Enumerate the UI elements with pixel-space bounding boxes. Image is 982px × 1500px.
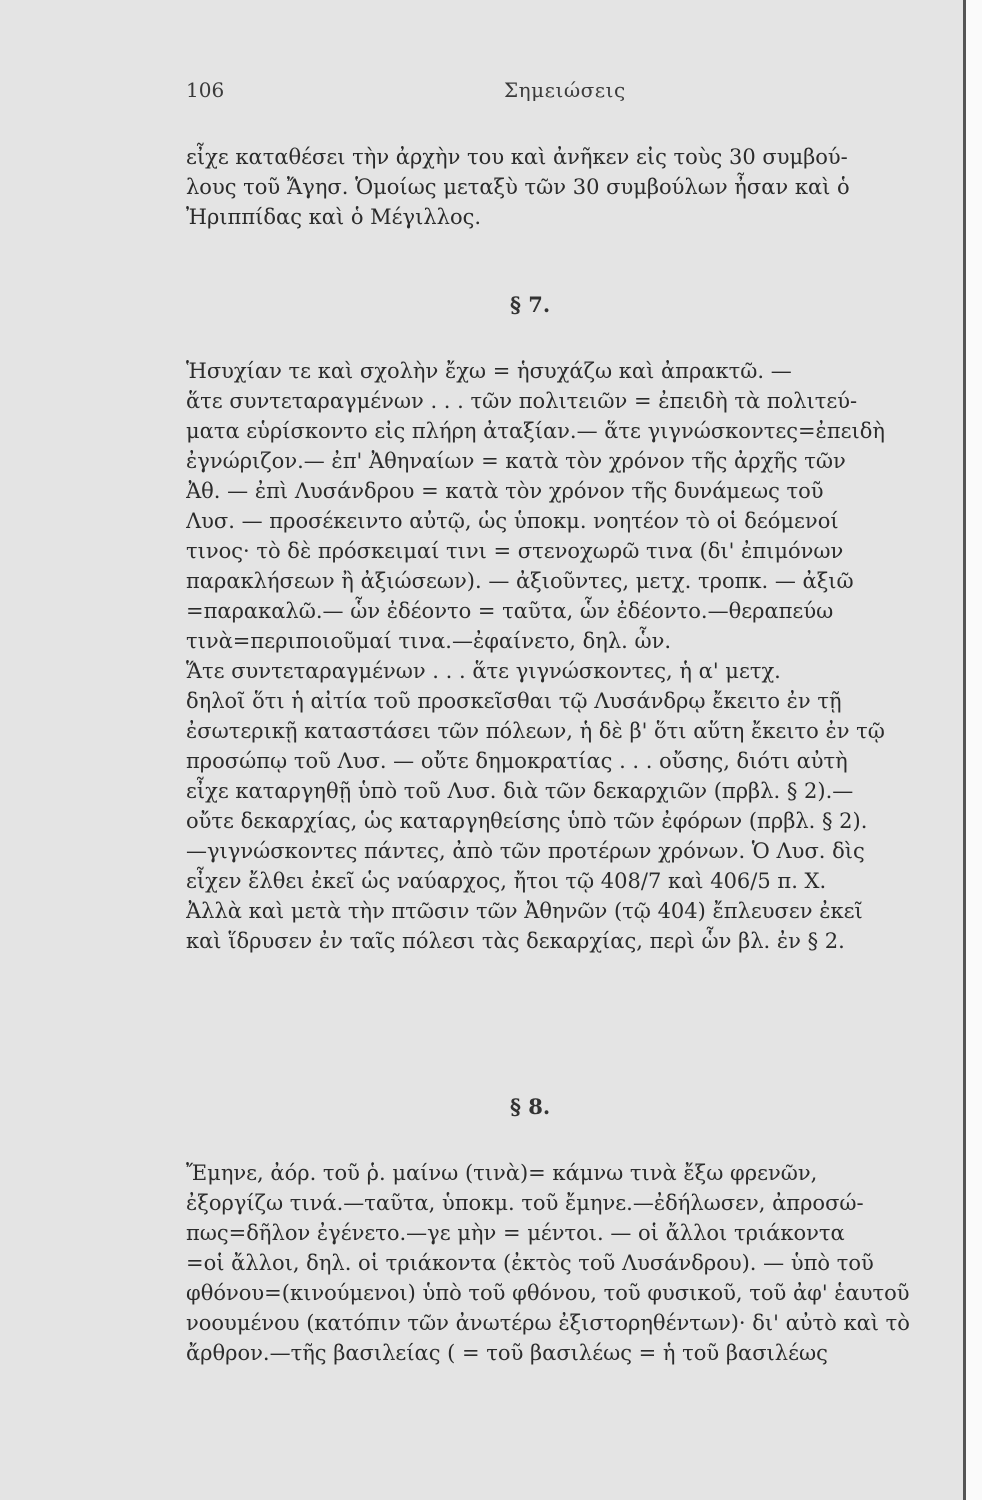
text-line: —γιγνώσκοντες πάντες, ἀπὸ τῶν προτέρων χρόνων. Ὁ Λυσ. δὶς xyxy=(186,839,865,863)
text-line: δηλοῖ ὅτι ἡ αἰτία τοῦ προσκεῖσθαι τῷ Λυσάνδρῳ ἔκειτο ἐν τῇ xyxy=(186,689,842,713)
section-8-heading: § 8. xyxy=(510,1094,551,1119)
running-header xyxy=(186,78,926,108)
text-line: ἄρθρον.—τῆς βασιλείας ( = τοῦ βασιλέως = ἡ τοῦ βασιλέως xyxy=(186,1341,828,1365)
text-line: ἐγνώριζον.— ἐπ' Ἀθηναίων = κατὰ τὸν χρόνον τῆς ἀρχῆς τῶν xyxy=(186,449,846,473)
text-line: εἶχε καταθέσει τὴν ἀρχὴν του καὶ ἀνῆκεν εἰς τοὺς 30 συμβού- xyxy=(186,145,848,169)
text-line: οὔτε δεκαρχίας, ὡς καταργηθείσης ὑπὸ τῶν ἐφόρων (πρβλ. § 2). xyxy=(186,809,868,833)
text-line: προσώπῳ τοῦ Λυσ. — οὔτε δημοκρατίας . . . οὔσης, διότι αὐτὴ xyxy=(186,749,848,773)
text-line: εἶχε καταργηθῇ ὑπὸ τοῦ Λυσ. διὰ τῶν δεκαρχιῶν (πρβλ. § 2).— xyxy=(186,779,854,803)
text-line: Ἡσυχίαν τε καὶ σχολὴν ἔχω = ἡσυχάζω καὶ ἀπρακτῶ. — xyxy=(186,359,792,383)
text-line: Ἅτε συντεταραγμένων . . . ἅτε γιγνώσκοντες, ἡ α' μετχ. xyxy=(186,659,781,683)
text-line: τινὰ=περιποιοῦμαί τινα.—ἐφαίνετο, δηλ. ὧν. xyxy=(186,629,672,653)
text-line: φθόνου=(κινούμενοι) ὑπὸ τοῦ φθόνου, τοῦ φυσικοῦ, τοῦ ἀφ' ἑαυτοῦ xyxy=(186,1281,910,1305)
text-line: νοουμένου (κατόπιν τῶν ἀνωτέρω ἐξιστορηθέντων)· δι' αὐτὸ καὶ τὸ xyxy=(186,1311,910,1335)
text-line: ἅτε συντεταραγμένων . . . τῶν πολιτειῶν = ἐπειδὴ τὰ πολιτεύ- xyxy=(186,389,858,413)
text-line: ἐσωτερικῇ καταστάσει τῶν πόλεων, ἡ δὲ β' ὅτι αὕτη ἔκειτο ἐν τῷ xyxy=(186,719,885,743)
intro-paragraph xyxy=(186,142,928,232)
page-edge-shadow xyxy=(963,0,982,1500)
text-line: Ἔμηνε, ἀόρ. τοῦ ῥ. μαίνω (τινὰ)= κάμνω τινὰ ἔξω φρενῶν, xyxy=(186,1161,818,1185)
page-number: 106 xyxy=(186,78,225,102)
text-line: καὶ ἵδρυσεν ἐν ταῖς πόλεσι τὰς δεκαρχίας, περὶ ὧν βλ. ἐν § 2. xyxy=(186,929,845,953)
text-line: ἐξοργίζω τινά.—ταῦτα, ὑποκμ. τοῦ ἔμηνε.—ἐδήλωσεν, ἀπροσώ- xyxy=(186,1191,864,1215)
text-line: =παρακαλῶ.— ὧν ἐδέοντο = ταῦτα, ὧν ἐδέοντο.—θεραπεύω xyxy=(186,599,834,623)
text-line: Ἀθ. — ἐπὶ Λυσάνδρου = κατὰ τὸν χρόνον τῆς δυνάμεως τοῦ xyxy=(186,479,824,503)
text-line: τινος· τὸ δὲ πρόσκειμαί τινι = στενοχωρῶ τινα (δι' ἐπιμόνων xyxy=(186,539,844,563)
text-line: =οἱ ἄλλοι, δηλ. οἱ τριάκοντα (ἐκτὸς τοῦ Λυσάνδρου). — ὑπὸ τοῦ xyxy=(186,1251,874,1275)
text-line: εἶχεν ἔλθει ἐκεῖ ὡς ναύαρχος, ἤτοι τῷ 408/7 καὶ 406/5 π. Χ. xyxy=(186,869,827,893)
text-line: Ἠριππίδας καὶ ὁ Μέγιλλος. xyxy=(186,205,482,229)
text-line: πως=δῆλον ἐγένετο.—γε μὴν = μέντοι. — οἱ ἄλλοι τριάκοντα xyxy=(186,1221,845,1245)
text-line: Λυσ. — προσέκειντο αὐτῷ, ὡς ὑποκμ. νοητέον τὸ οἱ δεόμενοί xyxy=(186,509,839,533)
text-line: παρακλήσεων ἢ ἀξιώσεων). — ἀξιοῦντες, μετχ. τροπκ. — ἀξιῶ xyxy=(186,569,854,593)
text-line: Ἀλλὰ καὶ μετὰ τὴν πτῶσιν τῶν Ἀθηνῶν (τῷ 404) ἔπλευσεν ἐκεῖ xyxy=(186,899,863,923)
running-title: Σημειώσεις xyxy=(504,78,626,102)
section-7-body xyxy=(186,356,928,956)
text-line: ματα εὑρίσκοντο εἰς πλήρη ἀταξίαν.— ἅτε γιγνώσκοντες=ἐπειδὴ xyxy=(186,419,885,443)
section-7-heading: § 7. xyxy=(510,292,551,317)
text-line: λους τοῦ Ἄγησ. Ὁμοίως μεταξὺ τῶν 30 συμβούλων ἦσαν καὶ ὁ xyxy=(186,175,850,199)
section-8-body xyxy=(186,1158,928,1368)
